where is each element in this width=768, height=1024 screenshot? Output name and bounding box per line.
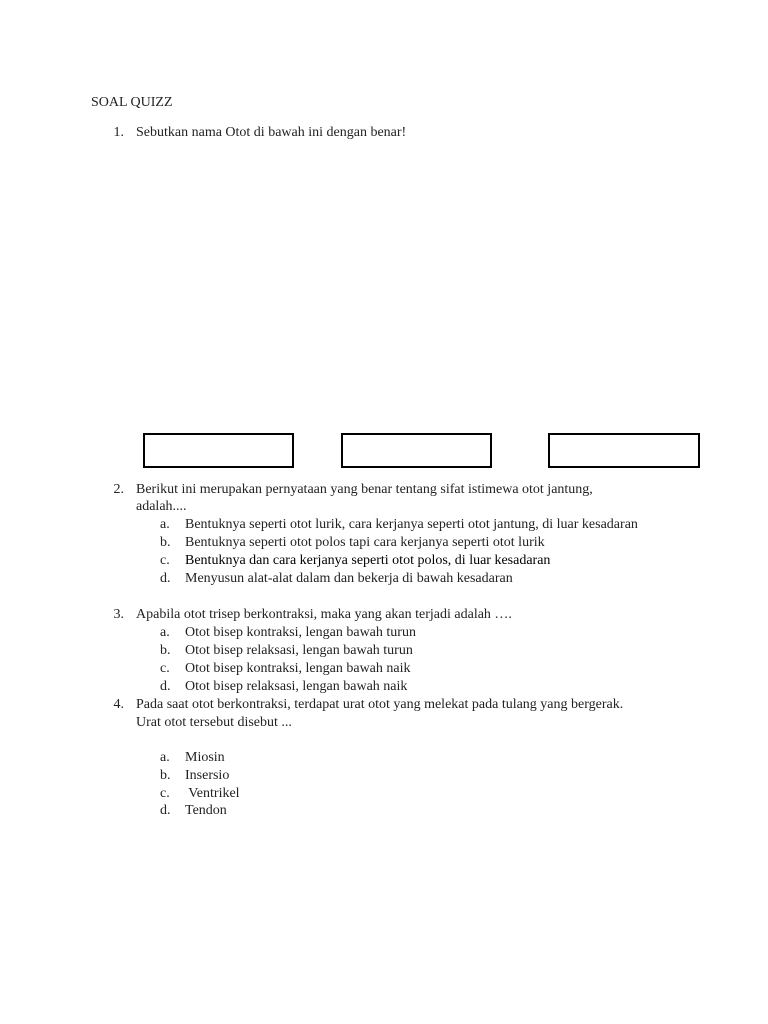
question-text-line-2: adalah.... [136,499,187,514]
option-d[interactable]: Menyusun alat-alat dalam dan bekerja di bawah kesadaran [185,571,513,586]
option-a[interactable]: Miosin [185,750,225,765]
option-letter: c. [160,661,170,676]
option-a[interactable]: Otot bisep kontraksi, lengan bawah turun [185,625,416,640]
question-number: 2. [113,482,124,497]
option-letter: b. [160,535,171,550]
option-letter: a. [160,750,170,765]
question-text: Sebutkan nama Otot di bawah ini dengan benar! [136,125,407,140]
question-text: Apabila otot trisep berkontraksi, maka yang akan terjadi adalah …. [136,607,512,622]
question-text-line-1: Pada saat otot berkontraksi, terdapat urat otot yang melekat pada tulang yang bergerak. [136,697,624,712]
option-b[interactable]: Otot bisep relaksasi, lengan bawah turun [185,643,413,658]
option-c[interactable]: Bentuknya dan cara kerjanya seperti otot polos, di luar kesadaran [185,553,551,568]
question-text-line-2: Urat otot tersebut disebut ... [136,715,292,730]
option-letter: c. [160,553,170,568]
option-d[interactable]: Otot bisep relaksasi, lengan bawah naik [185,679,408,694]
answer-box-2[interactable] [341,433,492,468]
question-number: 4. [113,697,124,712]
answer-box-3[interactable] [548,433,700,468]
option-letter: d. [160,571,171,586]
option-letter: d. [160,679,171,694]
answer-box-1[interactable] [143,433,294,468]
question-number: 1. [113,125,124,140]
option-letter: a. [160,625,170,640]
option-d[interactable]: Tendon [185,803,227,818]
option-b[interactable]: Bentuknya seperti otot polos tapi cara kerjanya seperti otot lurik [185,535,545,550]
option-b[interactable]: Insersio [185,768,230,783]
option-a[interactable]: Bentuknya seperti otot lurik, cara kerjanya seperti otot jantung, di luar kesadaran [185,517,638,532]
option-letter: b. [160,643,171,658]
option-letter: d. [160,803,171,818]
page-title: SOAL QUIZZ [91,95,173,110]
option-c[interactable]: Otot bisep kontraksi, lengan bawah naik [185,661,411,676]
option-c[interactable]: Ventrikel [185,786,240,801]
question-number: 3. [113,607,124,622]
option-letter: a. [160,517,170,532]
question-text-line-1: Berikut ini merupakan pernyataan yang benar tentang sifat istimewa otot jantung, [136,482,593,497]
option-letter: b. [160,768,171,783]
option-letter: c. [160,786,170,801]
